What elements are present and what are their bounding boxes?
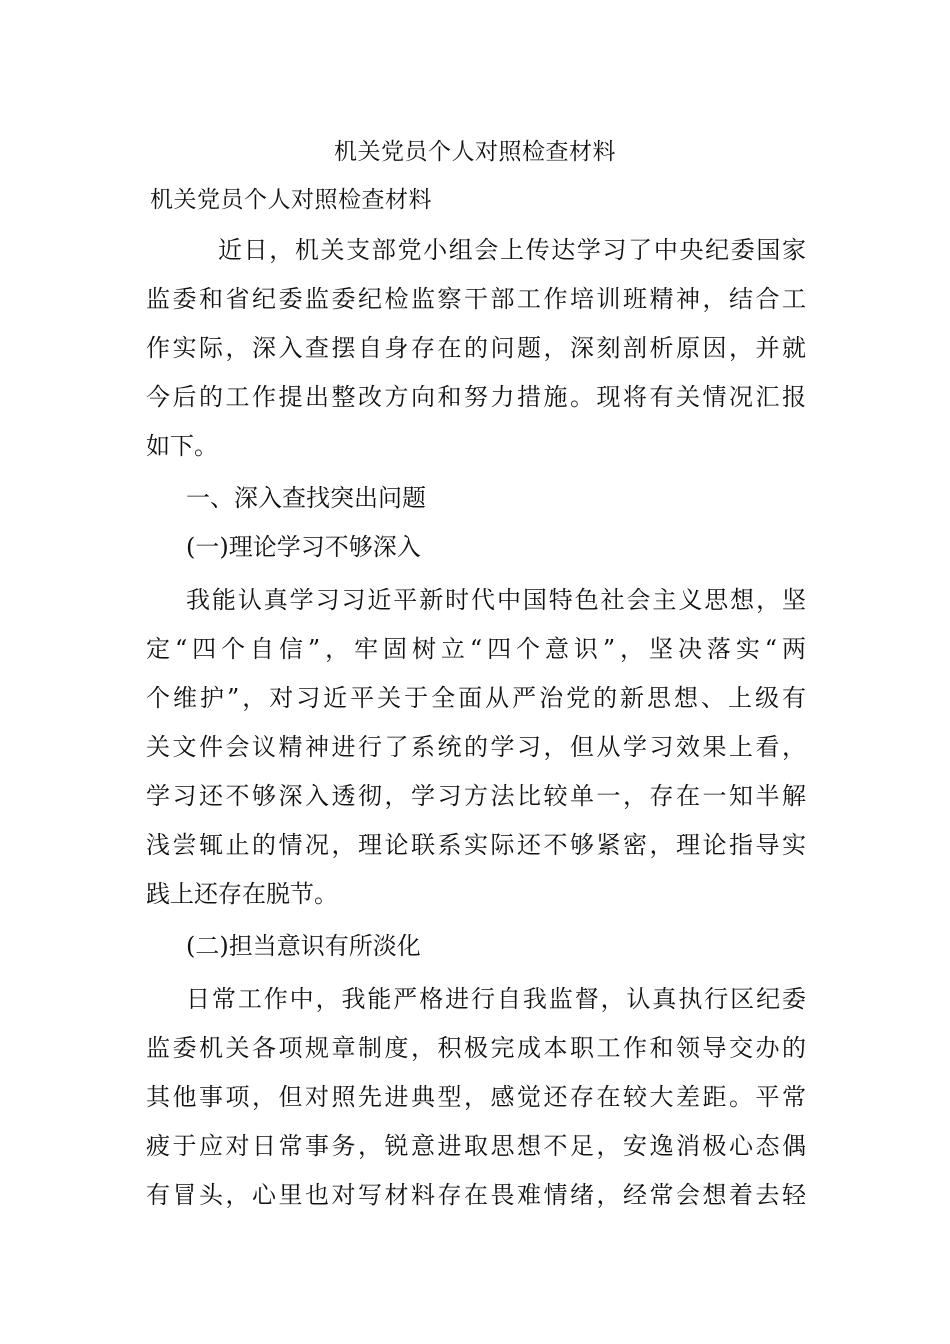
sub1-line-1: 我能认真学习习近平新时代中国特色社会主义思想，坚 [186,586,806,614]
subsection-heading-2: (二)担当意识有所淡化 [186,932,421,960]
sub1-line-7: 践上还存在脱节。 [146,880,338,908]
sub1-line-2: 定“四个自信”，牢固树立“四个意识”，坚决落实“两 [146,635,806,663]
sub1-line-4: 关文件会议精神进行了系统的学习，但从学习效果上看， [146,733,806,761]
sub2-line-4: 疲于应对日常事务，锐意进取思想不足，安逸消极心态偶 [146,1132,806,1160]
intro-line-1: 近日，机关支部党小组会上传达学习了中央纪委国家 [218,236,806,264]
sub2-line-5: 有冒头，心里也对写材料存在畏难情绪，经常会想着去轻 [146,1181,806,1209]
intro-line-3: 作实际，深入查摆自身存在的问题，深刻剖析原因，并就 [146,334,806,362]
intro-line-4: 今后的工作提出整改方向和努力措施。现将有关情况汇报 [146,383,806,411]
sub1-line-5: 学习还不够深入透彻，学习方法比较单一，存在一知半解 [146,782,806,810]
section-heading-1: 一、深入查找突出问题 [186,484,426,512]
intro-line-5: 如下。 [146,432,218,460]
sub2-line-1: 日常工作中，我能严格进行自我监督，认真执行区纪委 [186,985,806,1013]
document-title: 机关党员个人对照检查材料 [334,139,616,165]
sub2-line-3: 其他事项，但对照先进典型，感觉还存在较大差距。平常 [146,1083,806,1111]
sub1-line-6: 浅尝辄止的情况，理论联系实际还不够紧密，理论指导实 [146,831,806,859]
subsection-heading-1: (一)理论学习不够深入 [186,533,421,561]
sub2-line-2: 监委机关各项规章制度，积极完成本职工作和领导交办的 [146,1034,806,1062]
sub1-line-3: 个维护”，对习近平关于全面从严治党的新思想、上级有 [146,684,806,712]
intro-line-2: 监委和省纪委监委纪检监察干部工作培训班精神，结合工 [146,285,806,313]
document-subtitle: 机关党员个人对照检查材料 [150,187,432,213]
